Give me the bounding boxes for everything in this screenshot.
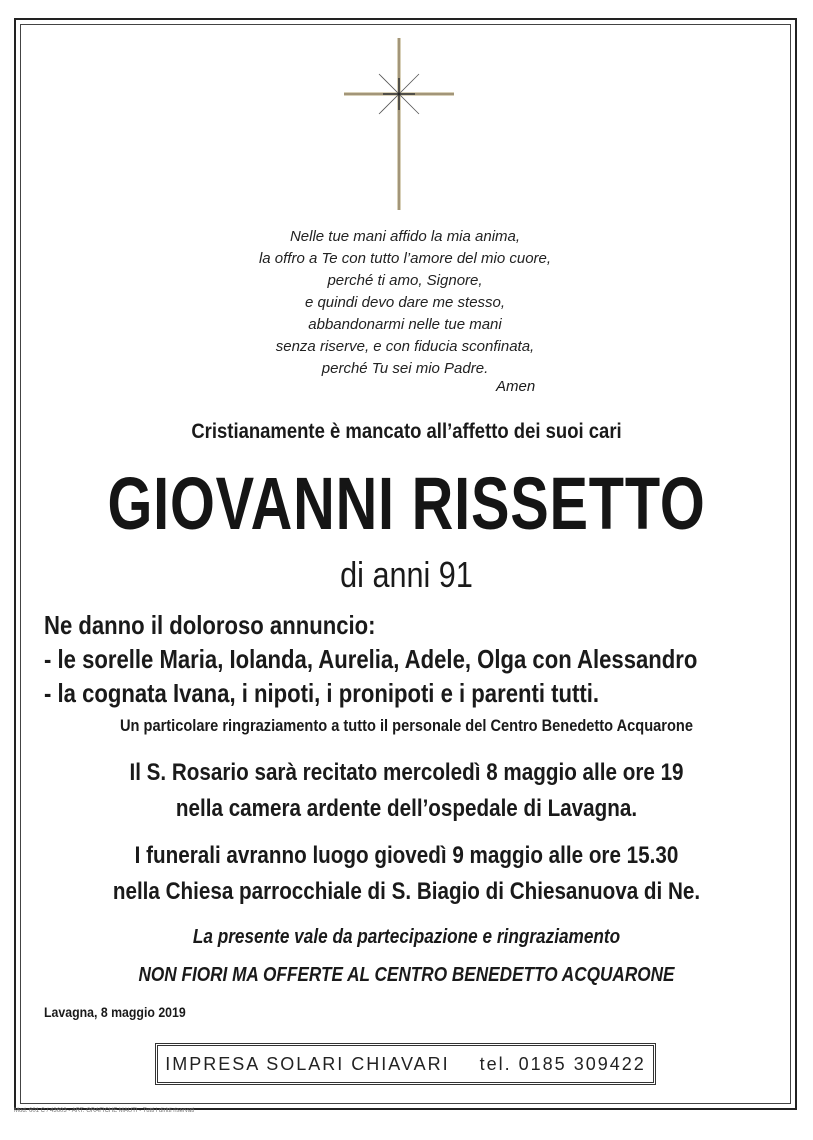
prayer-amen: Amen (496, 378, 536, 395)
rosario-line: Il S. Rosario sarà recitato mercoledì 8 maggio alle ore 19 (129, 759, 684, 786)
rosario-line: nella camera ardente dell’ospedale di Lavagna. (175, 795, 638, 822)
prayer-line: la offro a Te con tutto l’amore del mio cuore, (258, 250, 552, 267)
prayer-line: abbandonarmi nelle tue mani (308, 316, 502, 333)
funeral-line: nella Chiesa parrocchiale di S. Biagio di Chiesanuova di Ne. (112, 878, 701, 905)
prayer-line: e quindi devo dare me stesso, (304, 294, 506, 311)
participation-text: La presente vale da partecipazione e ringraziamento (192, 926, 621, 948)
prayer-line: Nelle tue mani affido la mia anima, (289, 228, 521, 245)
announcement-line: - le sorelle Maria, Iolanda, Aurelia, Adele, Olga con Alessandro (44, 644, 698, 674)
announcement-line: - la cognata Ivana, i nipoti, i pronipoti e i parenti tutti. (44, 678, 599, 708)
intro-text: Cristianamente è mancato all’affetto dei suoi cari (191, 420, 622, 443)
dateline: Lavagna, 8 maggio 2019 (44, 1004, 186, 1020)
announcement-heading: Ne danno il doloroso annuncio: (44, 610, 376, 640)
prayer-text (150, 226, 660, 380)
deceased-age: di anni 91 (340, 554, 473, 595)
rosario-info (57, 755, 756, 827)
prayer-line: senza riserve, e con fiducia sconfinata, (275, 338, 535, 355)
prayer-line: perché ti amo, Signore, (327, 272, 483, 289)
deceased-name: GIOVANNI RISSETTO (107, 462, 706, 545)
cross-icon (344, 38, 454, 210)
funeral-line: I funerali avranno luogo giovedì 9 maggio alle ore 15.30 (134, 842, 679, 869)
company-name: IMPRESA SOLARI CHIAVARI (165, 1053, 450, 1074)
no-flowers-text: NON FIORI MA OFFERTE AL CENTRO BENEDETTO ACQUARONE (138, 964, 675, 986)
announcement (44, 608, 698, 710)
funeral-info (57, 838, 756, 910)
print-footnote: Mod. 601 C / 43603 - ART. GRAFICHE MAUTI - Tutti i diritti riservati (14, 1108, 195, 1114)
company-phone: tel. 0185 309422 (479, 1053, 646, 1074)
thanks-text: Un particolare ringraziamento a tutto il personale del Centro Benedetto Acquarone (119, 716, 693, 735)
prayer-line: perché Tu sei mio Padre. (321, 360, 489, 377)
company-box (155, 1043, 656, 1085)
